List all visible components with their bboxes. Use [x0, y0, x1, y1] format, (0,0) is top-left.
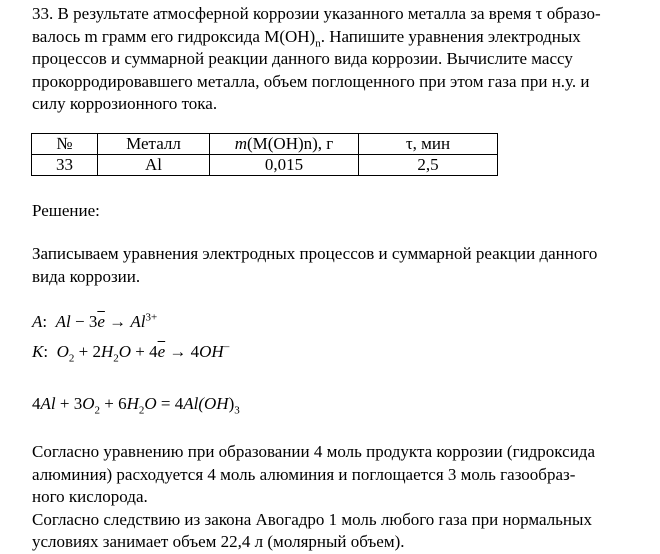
- problem-line-2: валось m грамм его гидроксида $M(OH)_n$. Напишите уравнения электродных: [32, 26, 581, 49]
- cathode-equation: K: $O_2 + 2H_2O + 4\overline{e} \to 4OH^-$: [32, 341, 230, 365]
- problem-number: 33.: [32, 4, 54, 23]
- intro-line-1: Записываем уравнения электродных процессов и суммарной реакции данного: [32, 244, 598, 263]
- total-equation: $4Al + 3O_2 + 6H_2O = 4Al(OH)_3$: [32, 394, 240, 417]
- problem-statement: [32, 3, 650, 116]
- table-header-time: τ, мин: [359, 134, 498, 155]
- table-header-row: [32, 134, 498, 155]
- table-header-metal: Металл: [98, 134, 210, 155]
- problem-line-4: прокорродировавшего металла, объем поглощенного при этом газа при н.у. и: [32, 71, 590, 91]
- explanation-text: [32, 441, 650, 554]
- table-header-number: №: [32, 134, 98, 155]
- explanation-line-3: ного кислорода.: [32, 487, 148, 506]
- problem-line-5: силу коррозионного тока.: [32, 94, 218, 113]
- table-row: [32, 155, 498, 176]
- table-cell: 33: [32, 155, 98, 176]
- explanation-line-1: Согласно уравнению при образовании 4 моль продукта коррозии (гидроксида: [32, 442, 595, 461]
- explanation-line-2: алюминия) расходуется 4 моль алюминия и поглощается 3 моль газообраз-: [32, 464, 576, 484]
- table-cell: 0,015: [210, 155, 359, 176]
- table-header-mass: m(M(OH)n), г: [210, 134, 359, 155]
- data-table: [31, 133, 498, 176]
- intro-text: [32, 243, 650, 288]
- table-cell: 2,5: [359, 155, 498, 176]
- problem-line-1: 33. В результате атмосферной коррозии указанного металла за время τ образо-: [32, 4, 601, 23]
- solution-label: Решение:: [32, 201, 100, 220]
- problem-line-3: процессов и суммарной реакции данного вида коррозии. Вычислите массу: [32, 49, 573, 68]
- table-cell: Al: [98, 155, 210, 176]
- intro-line-2: вида коррозии.: [32, 266, 141, 286]
- anode-equation: A: $Al - 3\overline{e} \to Al^{3+}$: [32, 311, 158, 331]
- explanation-line-4: Согласно следствию из закона Авогадро 1 моль любого газа при нормальных: [32, 509, 592, 529]
- explanation-line-5: условиях занимает объем 22,4 л (молярный объем).: [32, 532, 405, 551]
